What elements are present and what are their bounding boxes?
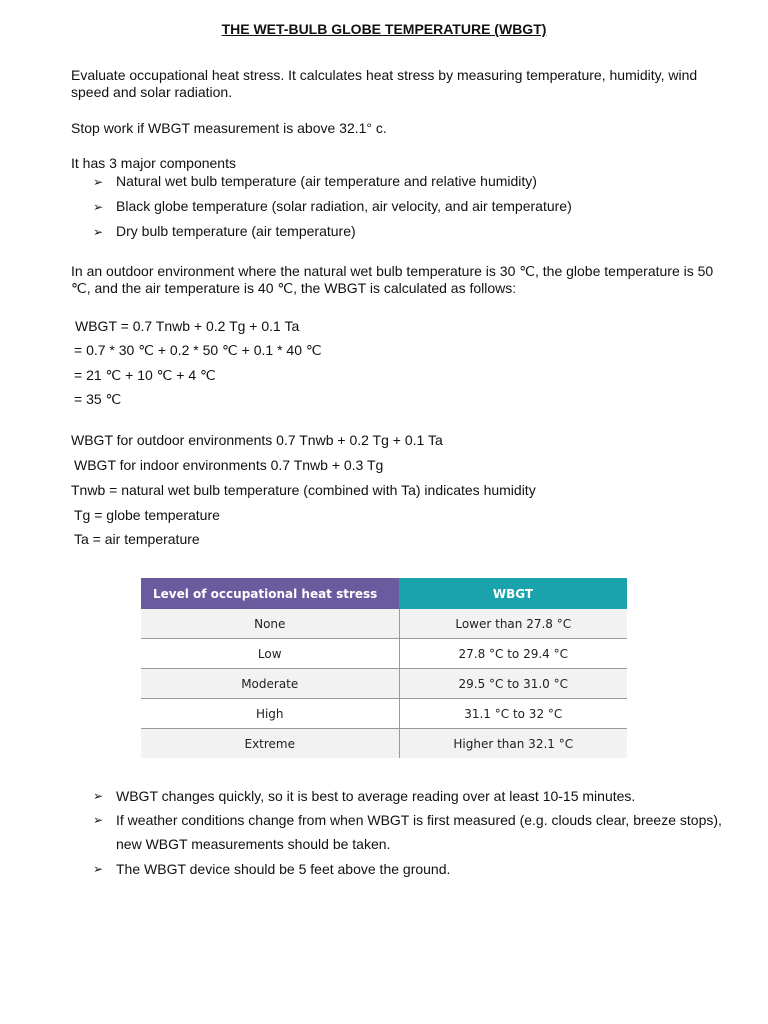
wbgt-cell: 29.5 °C to 31.0 °C: [399, 669, 627, 699]
level-cell: None: [141, 609, 399, 639]
definition-line: WBGT for indoor environments 0.7 Tnwb + 0.3 Tg: [74, 457, 384, 473]
note-item: ➢ If weather conditions change from when WBGT is first measured (e.g. clouds clear, breeze stops), new WBGT measurements should be taken.: [93, 808, 733, 856]
intro-paragraph: Evaluate occupational heat stress. It calculates heat stress by measuring temperature, humidity, wind speed and solar radiation.: [71, 67, 698, 100]
table-row: [141, 639, 627, 669]
table-row: [141, 609, 627, 639]
heat-stress-table: [141, 578, 627, 758]
level-cell: Moderate: [141, 669, 399, 699]
note-item: ➢ The WBGT device should be 5 feet above the ground.: [93, 857, 733, 881]
table-header-row: [141, 578, 627, 609]
table-row: [141, 729, 627, 759]
arrow-bullet-icon: ➢: [93, 813, 104, 827]
arrow-bullet-icon: ➢: [93, 789, 104, 803]
arrow-bullet-icon: ➢: [93, 175, 104, 189]
definition-line: Tnwb = natural wet bulb temperature (combined with Ta) indicates humidity: [71, 482, 536, 498]
table-row: [141, 699, 627, 729]
column-header-wbgt: WBGT: [399, 578, 627, 609]
wbgt-cell: 27.8 °C to 29.4 °C: [399, 639, 627, 669]
level-cell: High: [141, 699, 399, 729]
column-header-level: Level of occupational heat stress: [141, 578, 399, 609]
arrow-bullet-icon: ➢: [93, 200, 104, 214]
calculation-line: = 21 ℃ + 10 ℃ + 4 ℃: [74, 367, 216, 383]
level-cell: Low: [141, 639, 399, 669]
example-paragraph: In an outdoor environment where the natural wet bulb temperature is 30 ℃, the globe temperature is 50 ℃, and the air temperature is 40 ℃, the WBGT is calculated as follows:: [71, 263, 714, 296]
component-item: ➢ Dry bulb temperature (air temperature): [93, 223, 356, 239]
note-item: ➢ WBGT changes quickly, so it is best to average reading over at least 10-15 minutes.: [93, 784, 733, 808]
calculation-line: = 35 ℃: [74, 391, 122, 407]
component-item: ➢ Black globe temperature (solar radiation, air velocity, and air temperature): [93, 198, 572, 214]
component-item: ➢ Natural wet bulb temperature (air temperature and relative humidity): [93, 173, 537, 189]
level-cell: Extreme: [141, 729, 399, 759]
wbgt-cell: Lower than 27.8 °C: [399, 609, 627, 639]
definition-line: Ta = air temperature: [74, 531, 200, 547]
wbgt-cell: Higher than 32.1 °C: [399, 729, 627, 759]
calculation-line: = 0.7 * 30 ℃ + 0.2 * 50 ℃ + 0.1 * 40 ℃: [74, 342, 322, 358]
definition-line: WBGT for outdoor environments 0.7 Tnwb + 0.2 Tg + 0.1 Ta: [71, 432, 443, 448]
stop-work-paragraph: Stop work if WBGT measurement is above 32.1° c.: [71, 120, 387, 136]
components-heading: It has 3 major components: [71, 155, 236, 171]
arrow-bullet-icon: ➢: [93, 862, 104, 876]
arrow-bullet-icon: ➢: [93, 225, 104, 239]
definition-line: Tg = globe temperature: [74, 507, 220, 523]
table-row: [141, 669, 627, 699]
page-title: THE WET-BULB GLOBE TEMPERATURE (WBGT): [221, 21, 547, 37]
calculation-line: WBGT = 0.7 Tnwb + 0.2 Tg + 0.1 Ta: [75, 318, 300, 334]
wbgt-cell: 31.1 °C to 32 °C: [399, 699, 627, 729]
